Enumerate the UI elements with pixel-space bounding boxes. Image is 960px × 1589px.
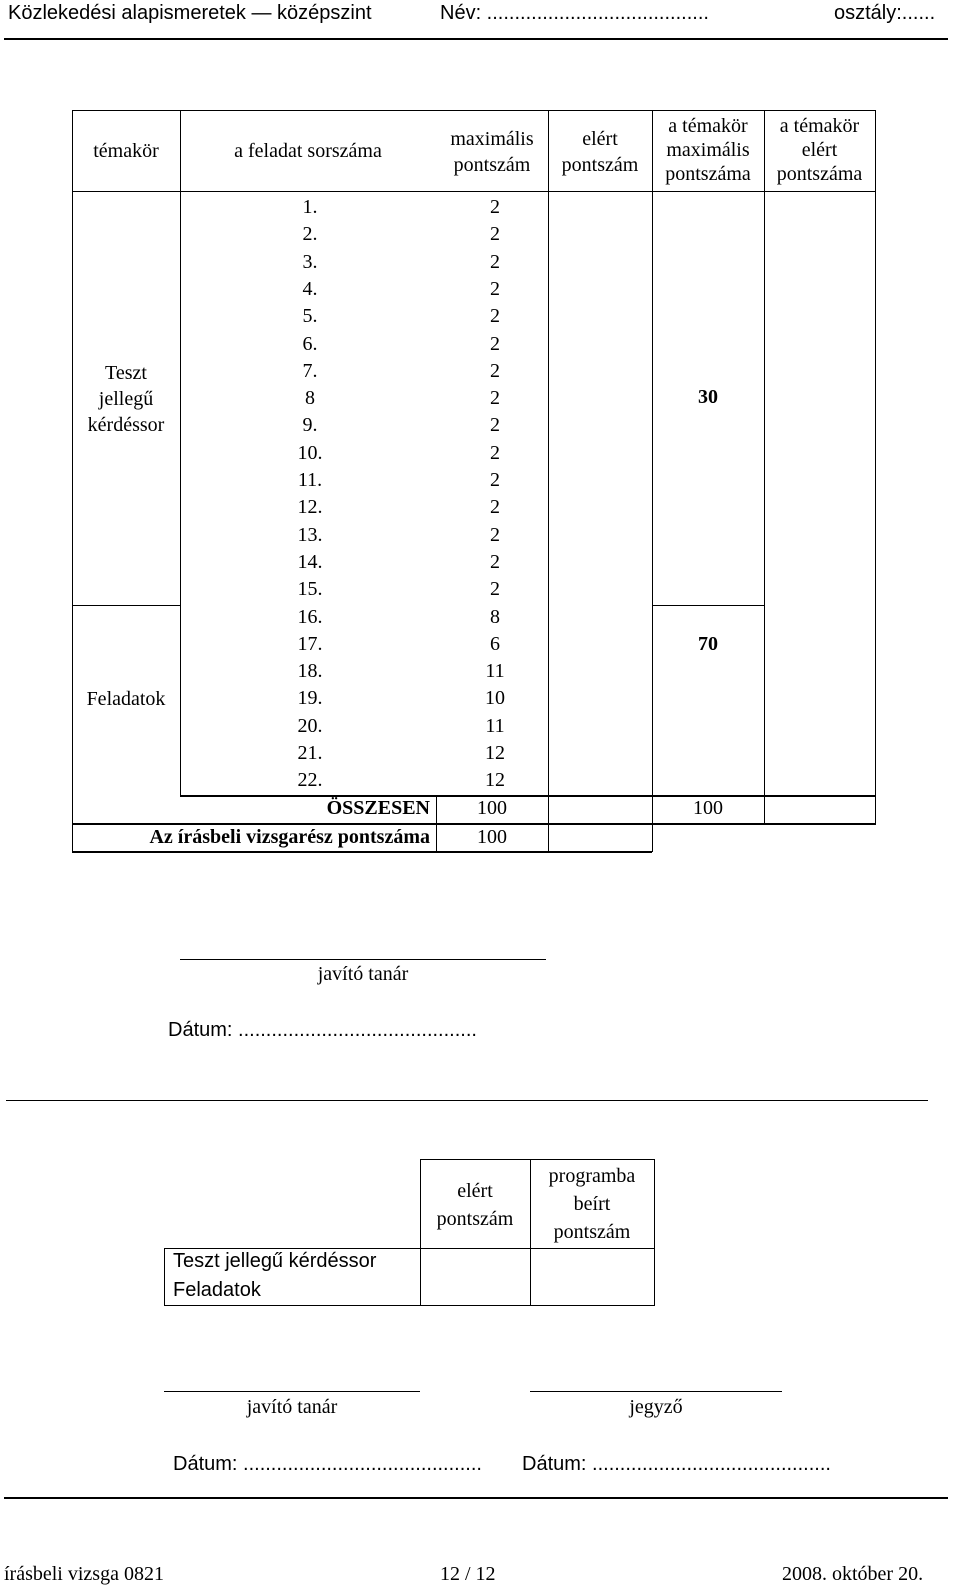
- total-max-value: 100: [477, 797, 507, 819]
- written-row-bottom-border: [72, 851, 652, 853]
- col-header-topic-achieved-line: a témakör: [779, 115, 860, 137]
- topic-label-line: jellegű: [98, 388, 154, 410]
- total-label: ÖSSZESEN: [326, 797, 430, 819]
- col-header-topic-max-line: maximális: [666, 139, 750, 161]
- task-max-score: 2: [490, 250, 500, 273]
- task-max-score: 2: [490, 387, 500, 410]
- col-header-topic-achieved-line: elért: [801, 139, 838, 161]
- col-header-task-number: a feladat sorszáma: [234, 140, 382, 162]
- task-max-score: 8: [490, 605, 500, 628]
- task-max-score: 11: [485, 714, 505, 737]
- task-number: 19.: [297, 687, 323, 710]
- task-max-score: 2: [490, 277, 500, 300]
- task-number: 18.: [297, 660, 323, 683]
- program-col-entered-line: pontszám: [553, 1221, 631, 1243]
- notary-label: jegyző: [629, 1396, 683, 1418]
- topic-label-tasks: Feladatok: [86, 688, 166, 710]
- date-field-right: Dátum: ...........................................: [522, 1453, 831, 1475]
- program-col-achieved-line: elért: [457, 1180, 493, 1202]
- footer-exam-code: írásbeli vizsga 0821: [4, 1563, 164, 1585]
- task-max-score: 12: [485, 769, 505, 792]
- program-row-test: Teszt jellegű kérdéssor: [173, 1250, 377, 1272]
- task-number: 6.: [302, 332, 318, 355]
- col-header-topic-max-line: pontszáma: [665, 163, 751, 185]
- table-col-divider: [180, 110, 181, 796]
- col-header-topic-achieved-line: pontszáma: [776, 163, 863, 185]
- task-max-score: 11: [485, 660, 505, 683]
- col-header-achieved-line: pontszám: [561, 154, 639, 176]
- task-max-score: 6: [490, 632, 500, 655]
- date-field: Dátum: ...........................................: [168, 1019, 477, 1041]
- corrector-label-2: javító tanár: [246, 1396, 338, 1418]
- task-max-score: 2: [490, 196, 500, 218]
- task-max-score: 2: [490, 441, 500, 464]
- header-class-field: osztály:......: [834, 2, 936, 24]
- task-number: 11.: [297, 469, 323, 491]
- task-number: 4.: [302, 277, 318, 300]
- task-number: 10.: [297, 441, 323, 464]
- task-number: 8: [305, 387, 315, 410]
- task-max-score: 2: [490, 305, 500, 328]
- task-number: 15.: [297, 578, 323, 601]
- task-number: 9.: [302, 414, 318, 437]
- topic-label-test: [72, 360, 180, 438]
- table-left-border: [72, 110, 73, 852]
- col-header-topic-achieved: [764, 114, 875, 186]
- task-number: 14.: [297, 550, 323, 573]
- topic-label-line: Teszt: [105, 362, 147, 384]
- col-header-topic: témakör: [93, 140, 159, 162]
- header-name-field: Név: ........................................: [440, 2, 709, 24]
- topic-max-test: 30: [698, 386, 718, 408]
- section-divider: [6, 1100, 928, 1101]
- table-col-divider: [764, 110, 765, 824]
- total-topic-max-value: 100: [693, 797, 723, 819]
- task-number: 1.: [302, 196, 318, 218]
- col-header-topic-max: [652, 114, 764, 186]
- program-table-left-border: [164, 1248, 165, 1306]
- task-number: 2.: [302, 223, 318, 246]
- task-number: 22.: [297, 769, 323, 792]
- footer-rule: [4, 1497, 948, 1499]
- topic-max-tasks: 70: [698, 633, 718, 655]
- table-col-divider: [652, 110, 653, 852]
- task-max-score: 10: [485, 687, 505, 710]
- table-top-border: [72, 110, 876, 111]
- written-score-label: Az írásbeli vizsgarész pontszáma: [149, 826, 430, 848]
- program-col-entered-line: programba: [548, 1165, 636, 1187]
- total-row-bottom-border: [72, 823, 876, 825]
- task-max-score: 2: [490, 550, 500, 573]
- corrector-label: javító tanár: [317, 963, 409, 985]
- group-separator: [72, 605, 180, 606]
- header-row-border: [72, 191, 876, 192]
- col-header-achieved-line: elért: [582, 128, 618, 150]
- signature-line-notary: [530, 1391, 782, 1392]
- col-header-max-score-line: pontszám: [453, 154, 531, 176]
- task-number: 21.: [297, 742, 323, 764]
- program-table-bottom-border: [164, 1305, 654, 1306]
- col-header-topic-max-line: a témakör: [668, 115, 748, 137]
- task-max-score: 2: [490, 578, 500, 601]
- header-rule: [4, 38, 948, 40]
- task-max-score: 2: [490, 223, 500, 246]
- signature-line-corrector: [164, 1391, 420, 1392]
- footer-date: 2008. október 20.: [782, 1563, 924, 1585]
- table-right-border: [875, 110, 876, 824]
- signature-line: [180, 959, 546, 960]
- task-number: 20.: [297, 714, 323, 737]
- program-row-tasks: Feladatok: [173, 1279, 261, 1301]
- task-max-score: 12: [485, 742, 505, 764]
- task-max-score: 2: [490, 469, 500, 491]
- program-table-header-border: [164, 1248, 654, 1249]
- task-number: 17.: [297, 632, 323, 655]
- task-number: 5.: [302, 305, 318, 328]
- written-score-value: 100: [477, 826, 507, 848]
- col-header-max-score: [436, 126, 548, 178]
- task-number: 12.: [297, 496, 323, 519]
- footer-page-number: 12 / 12: [440, 1563, 496, 1585]
- program-col-achieved: [420, 1177, 530, 1233]
- task-number: 16.: [297, 605, 323, 628]
- task-number: 3.: [302, 250, 318, 273]
- col-header-achieved-score: [548, 126, 652, 178]
- task-max-score: 2: [490, 359, 500, 382]
- topic-label-line: kérdéssor: [87, 414, 165, 436]
- program-col-entered: [530, 1162, 654, 1246]
- col-header-max-score-line: maximális: [450, 128, 534, 150]
- header-subject: Közlekedési alapismeretek — középszint: [8, 2, 372, 24]
- task-max-score: 2: [490, 332, 500, 355]
- task-number: 13.: [297, 523, 323, 546]
- group-separator: [652, 605, 764, 606]
- program-col-entered-line: beírt: [573, 1193, 611, 1215]
- task-max-score: 2: [490, 523, 500, 546]
- program-col-achieved-line: pontszám: [436, 1208, 514, 1230]
- task-max-score: 2: [490, 496, 500, 519]
- program-table-right-border: [654, 1159, 655, 1306]
- task-number: 7.: [302, 359, 318, 382]
- date-field-left: Dátum: ...........................................: [173, 1453, 482, 1475]
- program-table-top-border: [420, 1159, 654, 1160]
- task-max-score: 2: [490, 414, 500, 437]
